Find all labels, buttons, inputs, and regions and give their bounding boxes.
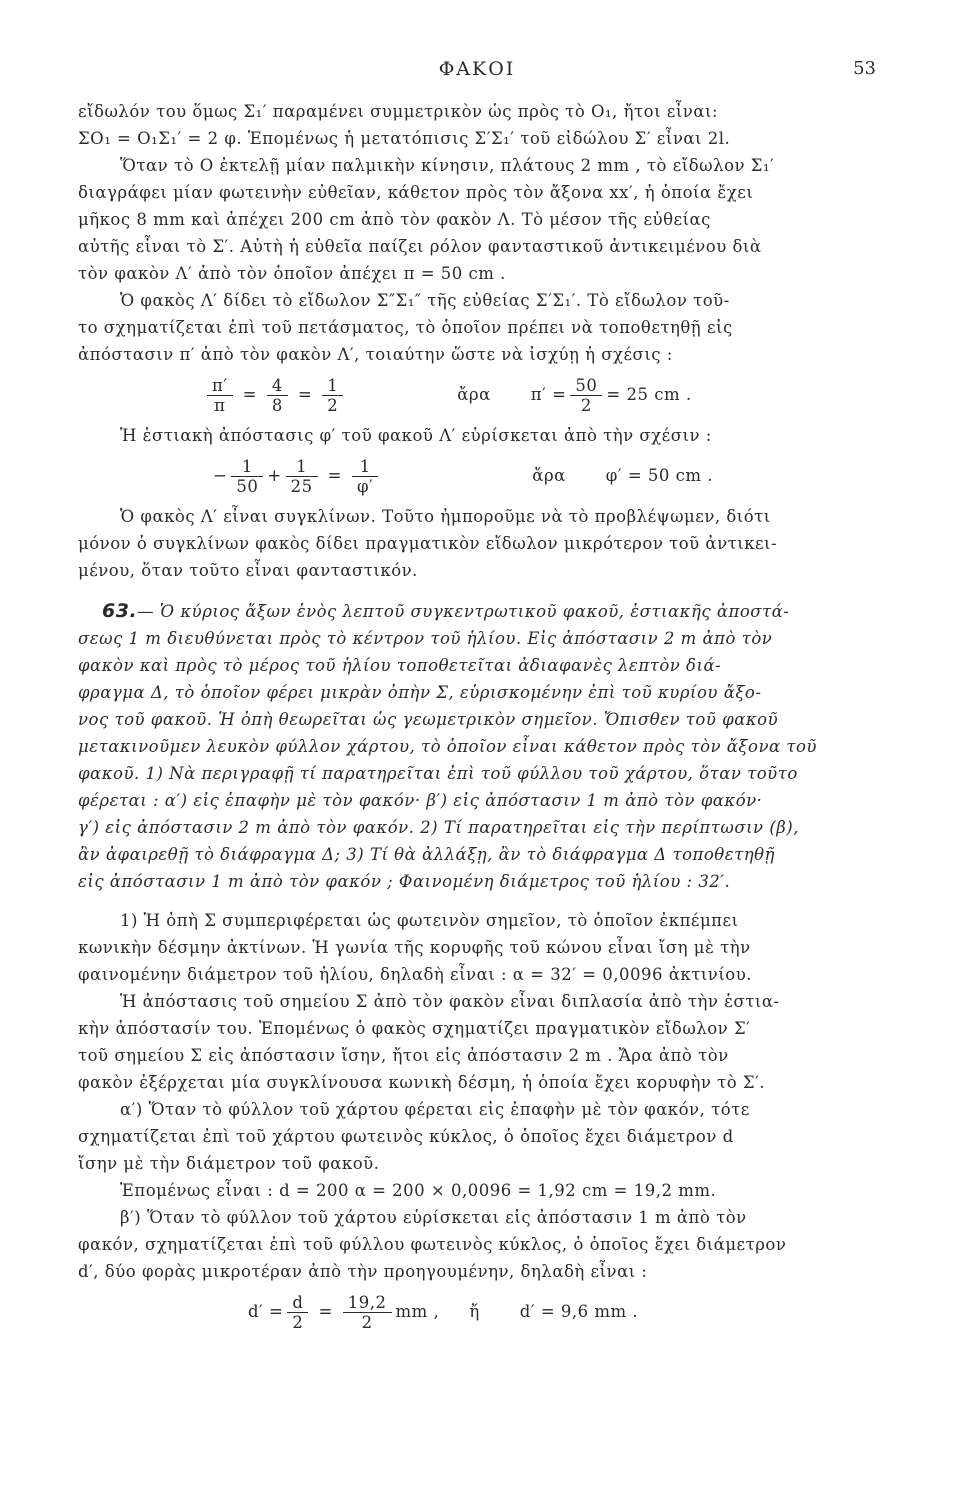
denominator: 2: [327, 396, 339, 415]
problem-line: σεως 1 m διευθύνεται πρὸς τὸ κέντρον τοῦ ἡλίου. Εἰς ἀπόστασιν 2 m ἀπὸ τὸν: [78, 629, 773, 648]
text-body: [78, 98, 878, 1339]
solution-line: κωνικὴν δέσμην ἀκτίνων. Ἡ γωνία τῆς κορυφῆς τοῦ κώνου εἶναι ἴση μὲ τὴν: [78, 938, 751, 957]
text-line: τὸν φακὸν Λ′ ἀπὸ τὸν ὁποῖον ἀπέχει π = 50 cm .: [78, 264, 506, 283]
text-line: Ὁ φακὸς Λ′ δίδει τὸ εἴδωλον Σ″Σ₁″ τῆς εὐθείας Σ′Σ₁′. Τὸ εἴδωλον τοῦ-: [120, 291, 730, 310]
fraction: [570, 376, 602, 415]
denominator: φ′: [356, 477, 374, 496]
formula-result: d′ = 9,6 mm .: [519, 1302, 639, 1321]
solution-line: 1) Ἡ ὀπὴ Σ συμπεριφέρεται ὡς φωτεινὸν σημεῖον, τὸ ὁποῖον ἐκπέμπει: [120, 911, 739, 930]
plus-sign: +: [267, 466, 282, 485]
problem-line: φακὸν καὶ πρὸς τὸ μέρος τοῦ ἡλίου τοποθετεῖται ἀδιαφανὲς λεπτὸν διά-: [78, 656, 722, 675]
or-word: ἤ: [469, 1302, 480, 1321]
numerator: 1: [231, 457, 263, 477]
text-line: Ὅταν τὸ Ο ἐκτελῇ μίαν παλμικὴν κίνησιν, πλάτους 2 mm , τὸ εἴδωλον Σ₁′: [120, 156, 775, 175]
denominator: 25: [290, 477, 313, 496]
numerator: 1: [352, 457, 378, 477]
denominator: 2: [361, 1313, 373, 1332]
numerator: 50: [570, 376, 602, 396]
text-line: διαγράφει μίαν φωτεινὴν εὐθεῖαν, κάθετον πρὸς τὸν ἄξονα xx′, ἡ ὁποία ἔχει: [78, 183, 754, 202]
formula-diameter: [78, 1285, 878, 1339]
fraction: [207, 376, 233, 415]
numerator: 1: [286, 457, 318, 477]
denominator: π: [214, 396, 226, 415]
page-number: 53: [853, 58, 876, 79]
formula-lhs: π′ =: [530, 385, 567, 404]
text-line: ΣΟ₁ = Ο₁Σ₁′ = 2 φ. Ἑπομένως ἡ μετατόπισις Σ′Σ₁′ τοῦ εἰδώλου Σ′ εἶναι 2l.: [78, 129, 731, 148]
ara-word: ἄρα: [532, 466, 566, 485]
ara-word: ἄρα: [457, 385, 491, 404]
fraction: [343, 1293, 392, 1332]
solution-line: φακόν, σχηματίζεται ἐπὶ τοῦ φύλλου φωτεινὸς κύκλος, ὁ ὁποῖος ἔχει διάμετρον: [78, 1235, 787, 1254]
formula-lhs: d′ =: [248, 1302, 284, 1321]
formula-result: φ′ = 50 cm .: [605, 466, 714, 485]
text-line: ἀπόστασιν π′ ἀπὸ τὸν φακὸν Λ′, τοιαύτην ὥστε νὰ ἰσχύῃ ἡ σχέσις :: [78, 345, 673, 364]
solution-line: φακὸν ἐξέρχεται μία συγκλίνουσα κωνικὴ δέσμη, ἡ ὁποία ἔχει κορυφὴν τὸ Σ′.: [78, 1073, 766, 1092]
formula-focal: [78, 449, 878, 503]
solution-line: κὴν ἀπόστασίν του. Ἑπομένως ὁ φακὸς σχηματίζει πραγματικὸν εἴδωλον Σ′: [78, 1019, 751, 1038]
minus-sign: −: [213, 466, 228, 485]
problem-first-line: [78, 598, 878, 625]
numerator: d: [287, 1293, 308, 1313]
numerator: 4: [267, 376, 288, 396]
solution-line: Ἡ ἀπόστασις τοῦ σημείου Σ ἀπὸ τὸν φακὸν εἶναι διπλασία ἀπὸ τὴν ἑστια-: [120, 992, 780, 1011]
equals-sign: =: [327, 466, 342, 485]
solution-line: d′, δύο φορὰς μικροτέραν ἀπὸ τὴν προηγουμένην, δηλαδὴ εἶναι :: [78, 1262, 648, 1281]
unit-label: mm ,: [395, 1302, 440, 1321]
problem-line: γ′) εἰς ἀπόστασιν 2 m ἀπὸ τὸν φακόν. 2) Τί παρατηρεῖται εἰς τὴν περίπτωσιν (β),: [78, 818, 799, 837]
problem-line: φακοῦ. 1) Νὰ περιγραφῇ τί παρατηρεῖται ἐπὶ τοῦ φύλλου τοῦ χάρτου, ὅταν τοῦτο: [78, 764, 798, 783]
denominator: 2: [292, 1313, 304, 1332]
running-title: ΦΑΚΟΙ: [438, 58, 516, 80]
text-line: Ὁ φακὸς Λ′ εἶναι συγκλίνων. Τοῦτο ἠμποροῦμε νὰ τὸ προβλέψωμεν, διότι: [120, 507, 771, 526]
equals-sign: =: [318, 1302, 333, 1321]
formula-ratio: $\frac{\pi'}{\pi}$ = $\frac{4}{8}$ = $\frac{1}{2}$ ἄρα π′ = $\frac{50}{2}$ = 25 cm .: [78, 368, 878, 422]
solution-line: ἴσην μὲ τὴν διάμετρον τοῦ φακοῦ.: [78, 1154, 380, 1173]
problem-line: νος τοῦ φακοῦ. Ἡ ὀπὴ θεωρεῖται ὡς γεωμετρικὸν σημεῖον. Ὄπισθεν τοῦ φακοῦ: [78, 710, 779, 729]
fraction: [267, 376, 288, 415]
problem-line: μετακινοῦμεν λευκὸν φύλλον χάρτου, τὸ ὁποῖον εἶναι κάθετον πρὸς τὸν ἄξονα τοῦ: [78, 737, 817, 756]
solution-line: σχηματίζεται ἐπὶ τοῦ χάρτου φωτεινὸς κύκλος, ὁ ὁποῖος ἔχει διάμετρον d: [78, 1127, 734, 1146]
solution-line: α′) Ὅταν τὸ φύλλον τοῦ χάρτου φέρεται εἰς ἐπαφὴν μὲ τὸν φακόν, τότε: [120, 1100, 750, 1119]
fraction: [287, 1293, 308, 1332]
denominator: 2: [580, 396, 592, 415]
text-line: το σχηματίζεται ἐπὶ τοῦ πετάσματος, τὸ ὁποῖον πρέπει νὰ τοποθετηθῇ εἰς: [78, 318, 733, 337]
solution-line: Ἑπομένως εἶναι : d = 200 α = 200 × 0,0096 = 1,92 cm = 19,2 mm.: [120, 1181, 717, 1200]
problem-line: φραγμα Δ, τὸ ὁποῖον φέρει μικρὰν ὀπὴν Σ, εὑρισκομένην ἐπὶ τοῦ κυρίου ἄξο-: [78, 683, 762, 702]
numerator: 19,2: [343, 1293, 392, 1313]
solution-line: β′) Ὅταν τὸ φύλλον τοῦ χάρτου εὑρίσκεται εἰς ἀπόστασιν 1 m ἀπὸ τὸν: [120, 1208, 747, 1227]
fraction: [286, 457, 318, 496]
fraction: [352, 457, 378, 496]
numerator: π′: [207, 376, 233, 396]
problem-line: φέρεται : α′) εἰς ἐπαφὴν μὲ τὸν φακόν· β′) εἰς ἀπόστασιν 1 m ἀπὸ τὸν φακόν·: [78, 791, 763, 810]
problem-line: εἰς ἀπόστασιν 1 m ἀπὸ τὸν φακόν ; Φαινομένη διάμετρος τοῦ ἡλίου : 32′.: [78, 872, 731, 891]
text-line: εἴδωλόν του ὅμως Σ₁′ παραμένει συμμετρικὸν ὡς πρὸς τὸ Ο₁, ἤτοι εἶναι:: [78, 102, 719, 121]
text-line: μένου, ὅταν τοῦτο εἶναι φανταστικόν.: [78, 561, 418, 580]
formula-result: = 25 cm .: [606, 385, 692, 404]
solution-line: τοῦ σημείου Σ εἰς ἀπόστασιν ἴσην, ἤτοι εἰς ἀπόστασιν 2 m . Ἄρα ἀπὸ τὸν: [78, 1046, 729, 1065]
text-line: μῆκος 8 mm καὶ ἀπέχει 200 cm ἀπὸ τὸν φακὸν Λ. Τὸ μέσον τῆς εὐθείας: [78, 210, 711, 229]
denominator: 8: [271, 396, 283, 415]
numerator: 1: [322, 376, 343, 396]
fraction: [322, 376, 343, 415]
problem-line: ἂν ἀφαιρεθῇ τὸ διάφραγμα Δ; 3) Τί θὰ ἀλλάξῃ, ἂν τὸ διάφραγμα Δ τοποθετηθῇ: [78, 845, 775, 864]
problem-number: 63.: [102, 600, 138, 622]
problem-text: — Ὁ κύριος ἄξων ἑνὸς λεπτοῦ συγκεντρωτικοῦ φακοῦ, ἑστιακῆς ἀποστά-: [137, 602, 790, 621]
page-header: [0, 58, 954, 88]
text-line: Ἡ ἑστιακὴ ἀπόστασις φ′ τοῦ φακοῦ Λ′ εὑρίσκεται ἀπὸ τὴν σχέσιν :: [120, 426, 712, 445]
fraction: [231, 457, 263, 496]
solution-line: φαινομένην διάμετρον τοῦ ἡλίου, δηλαδὴ εἶναι : α = 32′ = 0,0096 ἀκτινίου.: [78, 965, 752, 984]
denominator: 50: [236, 477, 259, 496]
text-line: αὐτῆς εἶναι τὸ Σ′. Αὐτὴ ἡ εὐθεῖα παίζει ρόλον φανταστικοῦ ἀντικειμένου διὰ: [78, 237, 762, 256]
text-line: μόνον ὁ συγκλίνων φακὸς δίδει πραγματικὸν εἴδωλον μικρότερον τοῦ ἀντικει-: [78, 534, 778, 553]
